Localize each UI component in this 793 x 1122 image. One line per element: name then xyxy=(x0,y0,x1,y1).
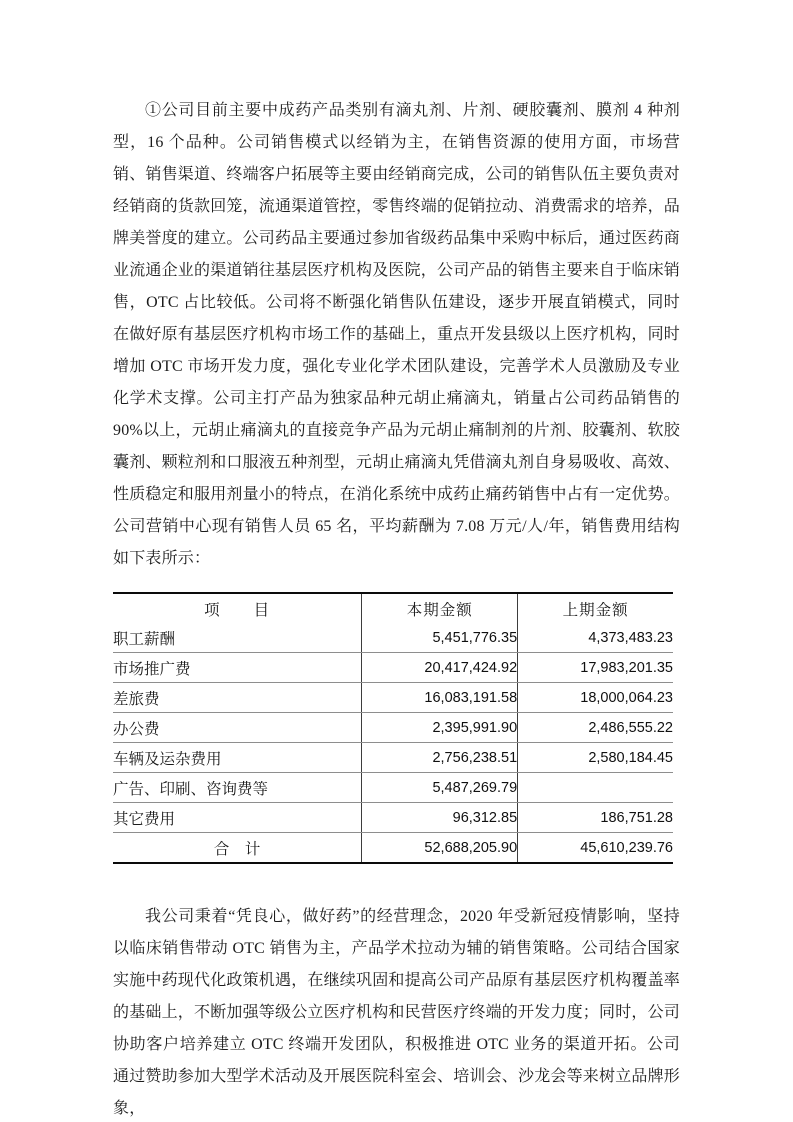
table-header-item: 项 目 xyxy=(204,601,271,619)
prior-amount: 2,486,555.22 xyxy=(518,713,673,743)
table-header xyxy=(113,593,673,623)
paragraph-operating-philosophy: 我公司秉着“凭良心，做好药”的经营理念，2020 年受新冠疫情影响，坚持以临床销售带动 OTC 销售为主，产品学术拉动为辅的销售策略。公司结合国家实施中药现代化政策机遇，在继续巩固和提高公司产品原有基层医疗机构覆盖率的基础上，不断加强等级公立医疗机构和民营医疗终端的开发力度；同时，公司协助客户培养建立 OTC 终端开发团队，积极推进 OTC 业务的渠道开拓。公司通过赞助参加大型学术活动及开展医院科室会、培训会、沙龙会等来树立品牌形象， xyxy=(113,908,681,1117)
row-label: 职工薪酬 xyxy=(113,623,362,653)
row-label: 合 计 xyxy=(213,840,261,858)
table-header-row xyxy=(113,593,673,623)
table-row xyxy=(113,773,673,803)
current-amount: 5,451,776.35 xyxy=(362,623,518,653)
current-amount: 52,688,205.90 xyxy=(362,833,518,864)
row-label: 市场推广费 xyxy=(113,653,362,683)
prior-amount: 2,580,184.45 xyxy=(518,743,673,773)
row-label: 广告、印刷、咨询费等 xyxy=(113,773,362,803)
table-row xyxy=(113,803,673,833)
table-header-prior-amount: 上期金额 xyxy=(518,593,673,623)
prior-amount: 4,373,483.23 xyxy=(518,623,673,653)
prior-amount: 186,751.28 xyxy=(518,803,673,833)
row-label: 其它费用 xyxy=(113,803,362,833)
prior-amount: 45,610,239.76 xyxy=(518,833,673,864)
current-amount: 96,312.85 xyxy=(362,803,518,833)
row-label: 车辆及运杂费用 xyxy=(113,743,362,773)
table-row xyxy=(113,743,673,773)
current-amount: 20,417,424.92 xyxy=(362,653,518,683)
row-label: 差旅费 xyxy=(113,683,362,713)
paragraph-sales-model: ①公司目前主要中成药产品类别有滴丸剂、片剂、硬胶囊剂、膜剂 4 种剂型，16 个品种。公司销售模式以经销为主，在销售资源的使用方面，市场营销、销售渠道、终端客户拓展等主要由经销商完成，公司的销售队伍主要负责对经销商的货款回笼，流通渠道管控，零售终端的促销拉动、消费需求的培养，品牌美誉度的建立。公司药品主要通过参加省级药品集中采购中标后，通过医药商业流通企业的渠道销往基层医疗机构及医院，公司产品的销售主要来自于临床销售，OTC 占比较低。公司将不断强化销售队伍建设，逐步开展直销模式，同时在做好原有基层医疗机构市场工作的基础上，重点开发县级以上医疗机构，同时增加 OTC 市场开发力度，强化专业化学术团队建设，完善学术人员激励及专业化学术支撑。公司主打产品为独家品种元胡止痛滴丸，销量占公司药品销售的 90%以上，元胡止痛滴丸的直接竞争产品为元胡止痛制剂的片剂、胶囊剂、软胶囊剂、颗粒剂和口服液五种剂型，元胡止痛滴丸凭借滴丸剂自身易吸收、高效、性质稳定和服用剂量小的特点，在消化系统中成药止痛药销售中占有一定优势。公司营销中心现有销售人员 65 名，平均薪酬为 7.08 万元/人/年，销售费用结构如下表所示： xyxy=(113,102,681,567)
table-row xyxy=(113,833,673,864)
current-amount: 5,487,269.79 xyxy=(362,773,518,803)
current-amount: 16,083,191.58 xyxy=(362,683,518,713)
table-row xyxy=(113,623,673,653)
sales-expense-table xyxy=(113,592,673,864)
row-label: 办公费 xyxy=(113,713,362,743)
prior-amount xyxy=(518,773,673,803)
table-body xyxy=(113,623,673,863)
table-header-current-amount: 本期金额 xyxy=(362,593,518,623)
current-amount: 2,756,238.51 xyxy=(362,743,518,773)
table-row xyxy=(113,653,673,683)
current-amount: 2,395,991.90 xyxy=(362,713,518,743)
prior-amount: 17,983,201.35 xyxy=(518,653,673,683)
page-content xyxy=(113,0,680,1122)
table-row xyxy=(113,713,673,743)
prior-amount: 18,000,064.23 xyxy=(518,683,673,713)
table-row xyxy=(113,683,673,713)
